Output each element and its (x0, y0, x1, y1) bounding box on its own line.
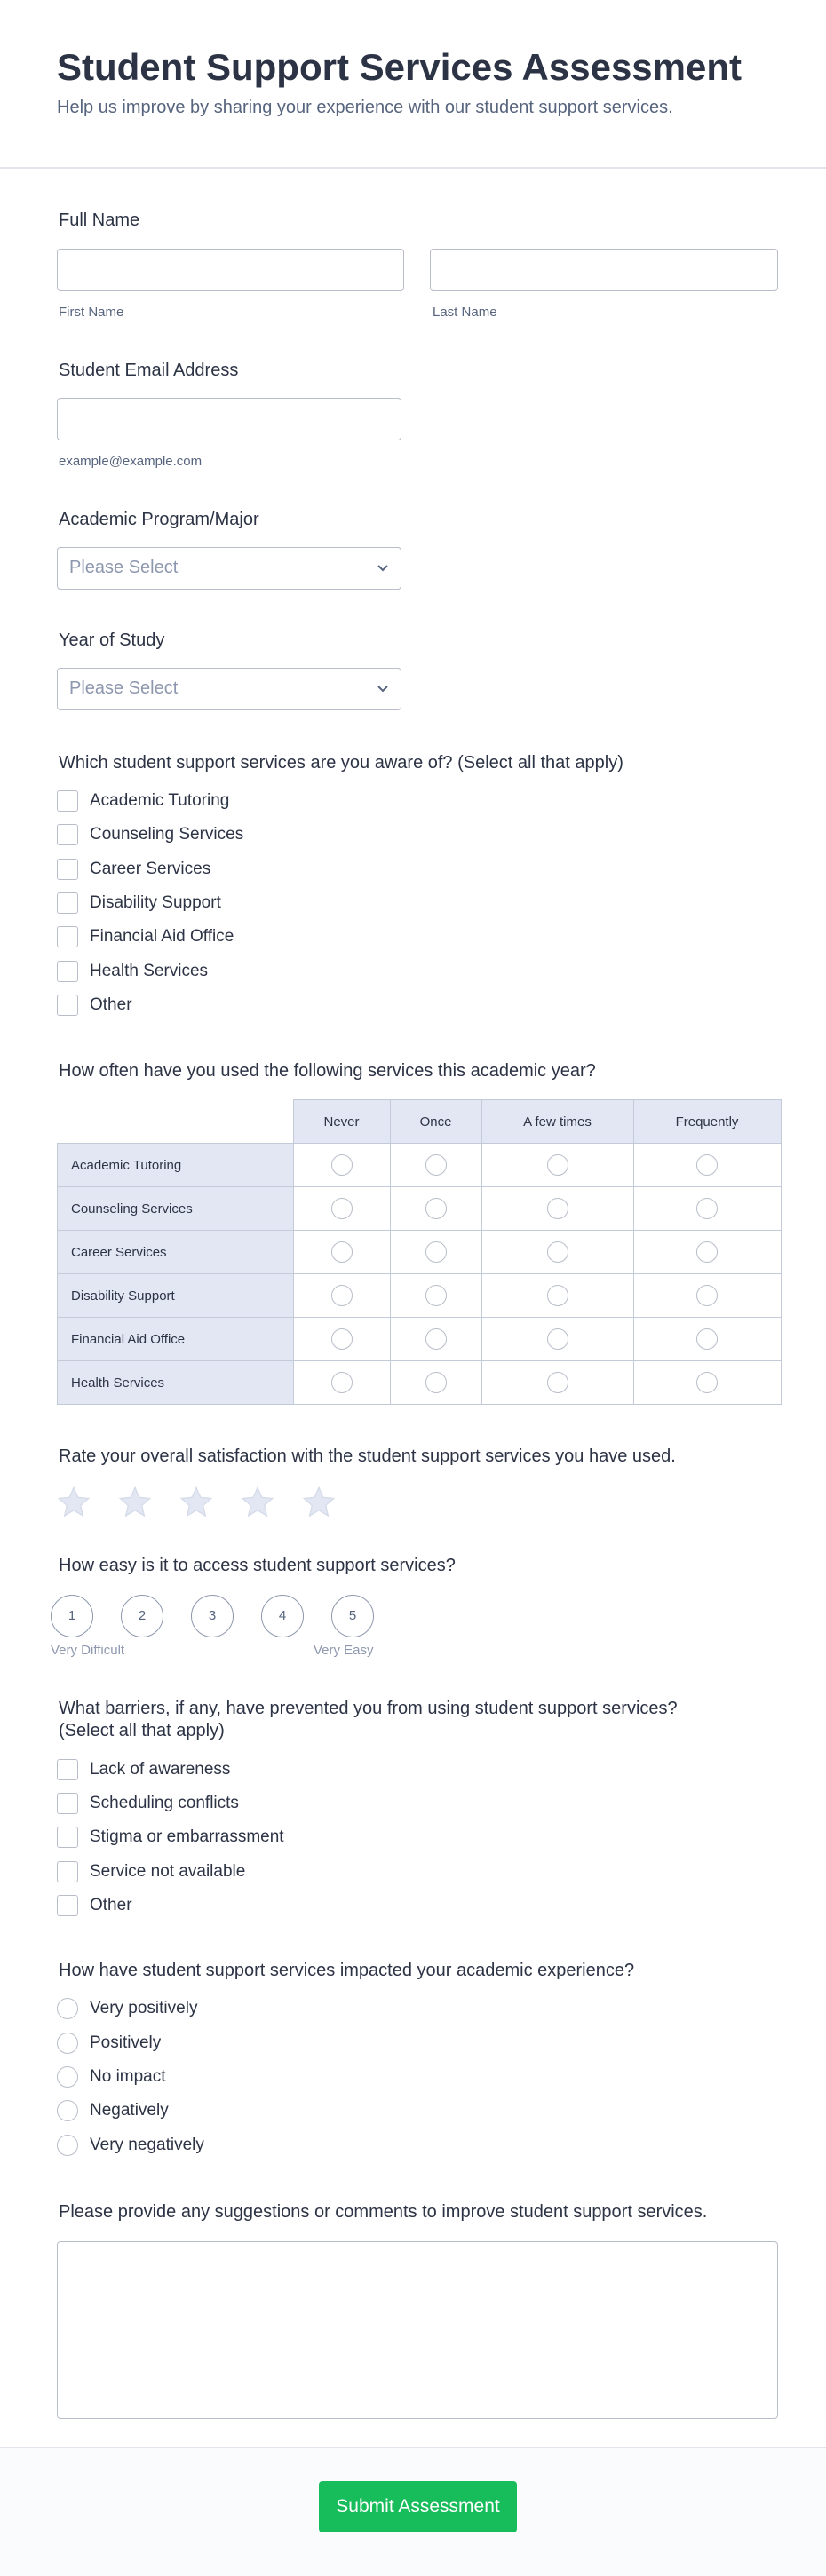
radio[interactable] (331, 1328, 353, 1350)
radio[interactable] (696, 1241, 718, 1263)
radio[interactable] (331, 1241, 353, 1263)
matrix-cell[interactable] (390, 1361, 481, 1405)
submit-button[interactable]: Submit Assessment (319, 2481, 517, 2532)
option-label: Lack of awareness (90, 1760, 231, 1779)
matrix-cell[interactable] (481, 1187, 633, 1231)
satisfaction-question: Rate your overall satisfaction with the student support services you have used. (59, 1447, 676, 1466)
matrix-cell[interactable] (293, 1361, 390, 1405)
radio[interactable] (696, 1285, 718, 1306)
checkbox[interactable] (57, 824, 78, 845)
form-title: Student Support Services Assessment (57, 46, 743, 88)
checkbox[interactable] (57, 1793, 78, 1814)
radio[interactable] (425, 1241, 447, 1263)
scale-max-label: Very Easy (314, 1643, 374, 1658)
matrix-cell[interactable] (293, 1144, 390, 1187)
option-label: Health Services (90, 962, 209, 980)
radio[interactable] (547, 1285, 568, 1306)
option-label: Financial Aid Office (90, 927, 234, 946)
scale-option-3[interactable]: 3 (191, 1595, 234, 1637)
email-input[interactable] (57, 398, 401, 440)
radio[interactable] (331, 1285, 353, 1306)
option-label: Very positively (90, 1999, 198, 2017)
chevron-down-icon (376, 560, 390, 575)
year-select-placeholder: Please Select (69, 678, 179, 698)
barriers-question: What barriers, if any, have prevented you from using student support services? (59, 1699, 678, 1718)
first-name-sublabel: First Name (59, 305, 124, 320)
matrix-cell[interactable] (481, 1318, 633, 1361)
checkbox[interactable] (57, 1895, 78, 1916)
star-icon[interactable] (116, 1485, 154, 1520)
matrix-row-label: Academic Tutoring (58, 1144, 294, 1187)
radio[interactable] (57, 1998, 78, 2019)
matrix-cell[interactable] (633, 1144, 781, 1187)
program-select[interactable] (57, 547, 401, 590)
matrix-cell[interactable] (633, 1361, 781, 1405)
matrix-column-header: Once (390, 1100, 481, 1144)
option-label: Academic Tutoring (90, 791, 230, 810)
matrix-cell[interactable] (481, 1144, 633, 1187)
radio[interactable] (696, 1328, 718, 1350)
ease-question: How easy is it to access student support services? (59, 1556, 456, 1575)
frequency-question: How often have you used the following services this academic year? (59, 1061, 596, 1081)
option-label: Counseling Services (90, 825, 244, 844)
matrix-cell[interactable] (633, 1231, 781, 1274)
checkbox[interactable] (57, 926, 78, 947)
matrix-cell[interactable] (390, 1318, 481, 1361)
program-label: Academic Program/Major (59, 510, 259, 529)
frequency-matrix (57, 1099, 782, 1405)
matrix-cell[interactable] (633, 1187, 781, 1231)
radio[interactable] (57, 2066, 78, 2088)
radio[interactable] (425, 1328, 447, 1350)
option-label: Very negatively (90, 2136, 204, 2154)
checkbox[interactable] (57, 995, 78, 1016)
star-icon[interactable] (239, 1485, 276, 1520)
checkbox[interactable] (57, 961, 78, 982)
checkbox[interactable] (57, 859, 78, 880)
matrix-cell[interactable] (633, 1318, 781, 1361)
radio[interactable] (331, 1198, 353, 1219)
checkbox[interactable] (57, 1827, 78, 1848)
matrix-cell[interactable] (481, 1274, 633, 1318)
form-subtitle: Help us improve by sharing your experience with our student support services. (57, 98, 673, 117)
radio[interactable] (696, 1154, 718, 1176)
scale-option-1[interactable]: 1 (51, 1595, 93, 1637)
email-sublabel: example@example.com (59, 454, 203, 469)
radio[interactable] (425, 1198, 447, 1219)
option-label: Negatively (90, 2101, 169, 2120)
program-select-placeholder: Please Select (69, 558, 179, 577)
radio[interactable] (331, 1372, 353, 1393)
chevron-down-icon (376, 681, 390, 695)
scale-option-5[interactable]: 5 (331, 1595, 374, 1637)
radio[interactable] (57, 2100, 78, 2121)
matrix-cell[interactable] (390, 1144, 481, 1187)
matrix-corner (58, 1100, 294, 1144)
barriers-question-note: (Select all that apply) (59, 1721, 225, 1740)
year-select[interactable] (57, 668, 401, 710)
scale-min-label: Very Difficult (51, 1643, 125, 1658)
matrix-row-label: Disability Support (58, 1274, 294, 1318)
matrix-cell[interactable] (481, 1231, 633, 1274)
matrix-cell[interactable] (293, 1231, 390, 1274)
checkbox[interactable] (57, 1861, 78, 1882)
option-label: No impact (90, 2067, 166, 2086)
radio[interactable] (547, 1372, 568, 1393)
option-label: Positively (90, 2033, 162, 2052)
matrix-column-header: Frequently (633, 1100, 781, 1144)
checkbox[interactable] (57, 892, 78, 914)
radio[interactable] (331, 1154, 353, 1176)
option-label: Other (90, 995, 132, 1014)
matrix-cell[interactable] (293, 1187, 390, 1231)
matrix-cell[interactable] (481, 1361, 633, 1405)
option-label: Scheduling conflicts (90, 1794, 239, 1812)
option-label: Disability Support (90, 893, 221, 912)
matrix-row-label: Financial Aid Office (58, 1318, 294, 1361)
suggestions-question: Please provide any suggestions or comments to improve student support services. (59, 2202, 708, 2222)
option-label: Other (90, 1896, 132, 1914)
matrix-row-label: Health Services (58, 1361, 294, 1405)
impact-question: How have student support services impacted your academic experience? (59, 1961, 635, 1980)
radio[interactable] (547, 1198, 568, 1219)
option-label: Stigma or embarrassment (90, 1827, 284, 1846)
option-label: Service not available (90, 1862, 246, 1881)
form-header (0, 0, 826, 169)
radio[interactable] (547, 1328, 568, 1350)
radio[interactable] (57, 2135, 78, 2156)
matrix-row-label: Career Services (58, 1231, 294, 1274)
star-icon[interactable] (178, 1485, 215, 1520)
suggestions-textarea[interactable] (57, 2241, 778, 2419)
full-name-label: Full Name (59, 210, 140, 230)
awareness-question: Which student support services are you aware of? (Select all that apply) (59, 753, 623, 773)
matrix-row-label: Counseling Services (58, 1187, 294, 1231)
matrix-cell[interactable] (633, 1274, 781, 1318)
first-name-input[interactable] (57, 249, 404, 291)
matrix-column-header: A few times (481, 1100, 633, 1144)
scale-option-2[interactable]: 2 (121, 1595, 163, 1637)
option-label: Career Services (90, 860, 211, 878)
matrix-cell[interactable] (390, 1274, 481, 1318)
radio[interactable] (57, 2033, 78, 2054)
email-label: Student Email Address (59, 361, 239, 380)
checkbox[interactable] (57, 1759, 78, 1780)
radio[interactable] (547, 1241, 568, 1263)
matrix-cell[interactable] (390, 1231, 481, 1274)
scale-option-4[interactable]: 4 (261, 1595, 304, 1637)
matrix-column-header: Never (293, 1100, 390, 1144)
radio[interactable] (425, 1285, 447, 1306)
matrix-cell[interactable] (293, 1318, 390, 1361)
radio[interactable] (696, 1372, 718, 1393)
last-name-sublabel: Last Name (433, 305, 497, 320)
checkbox[interactable] (57, 790, 78, 812)
star-icon[interactable] (300, 1485, 338, 1520)
year-label: Year of Study (59, 630, 165, 650)
matrix-cell[interactable] (390, 1187, 481, 1231)
radio[interactable] (696, 1198, 718, 1219)
matrix-cell[interactable] (293, 1274, 390, 1318)
radio[interactable] (547, 1154, 568, 1176)
last-name-input[interactable] (430, 249, 778, 291)
radio[interactable] (425, 1372, 447, 1393)
star-icon[interactable] (55, 1485, 92, 1520)
radio[interactable] (425, 1154, 447, 1176)
